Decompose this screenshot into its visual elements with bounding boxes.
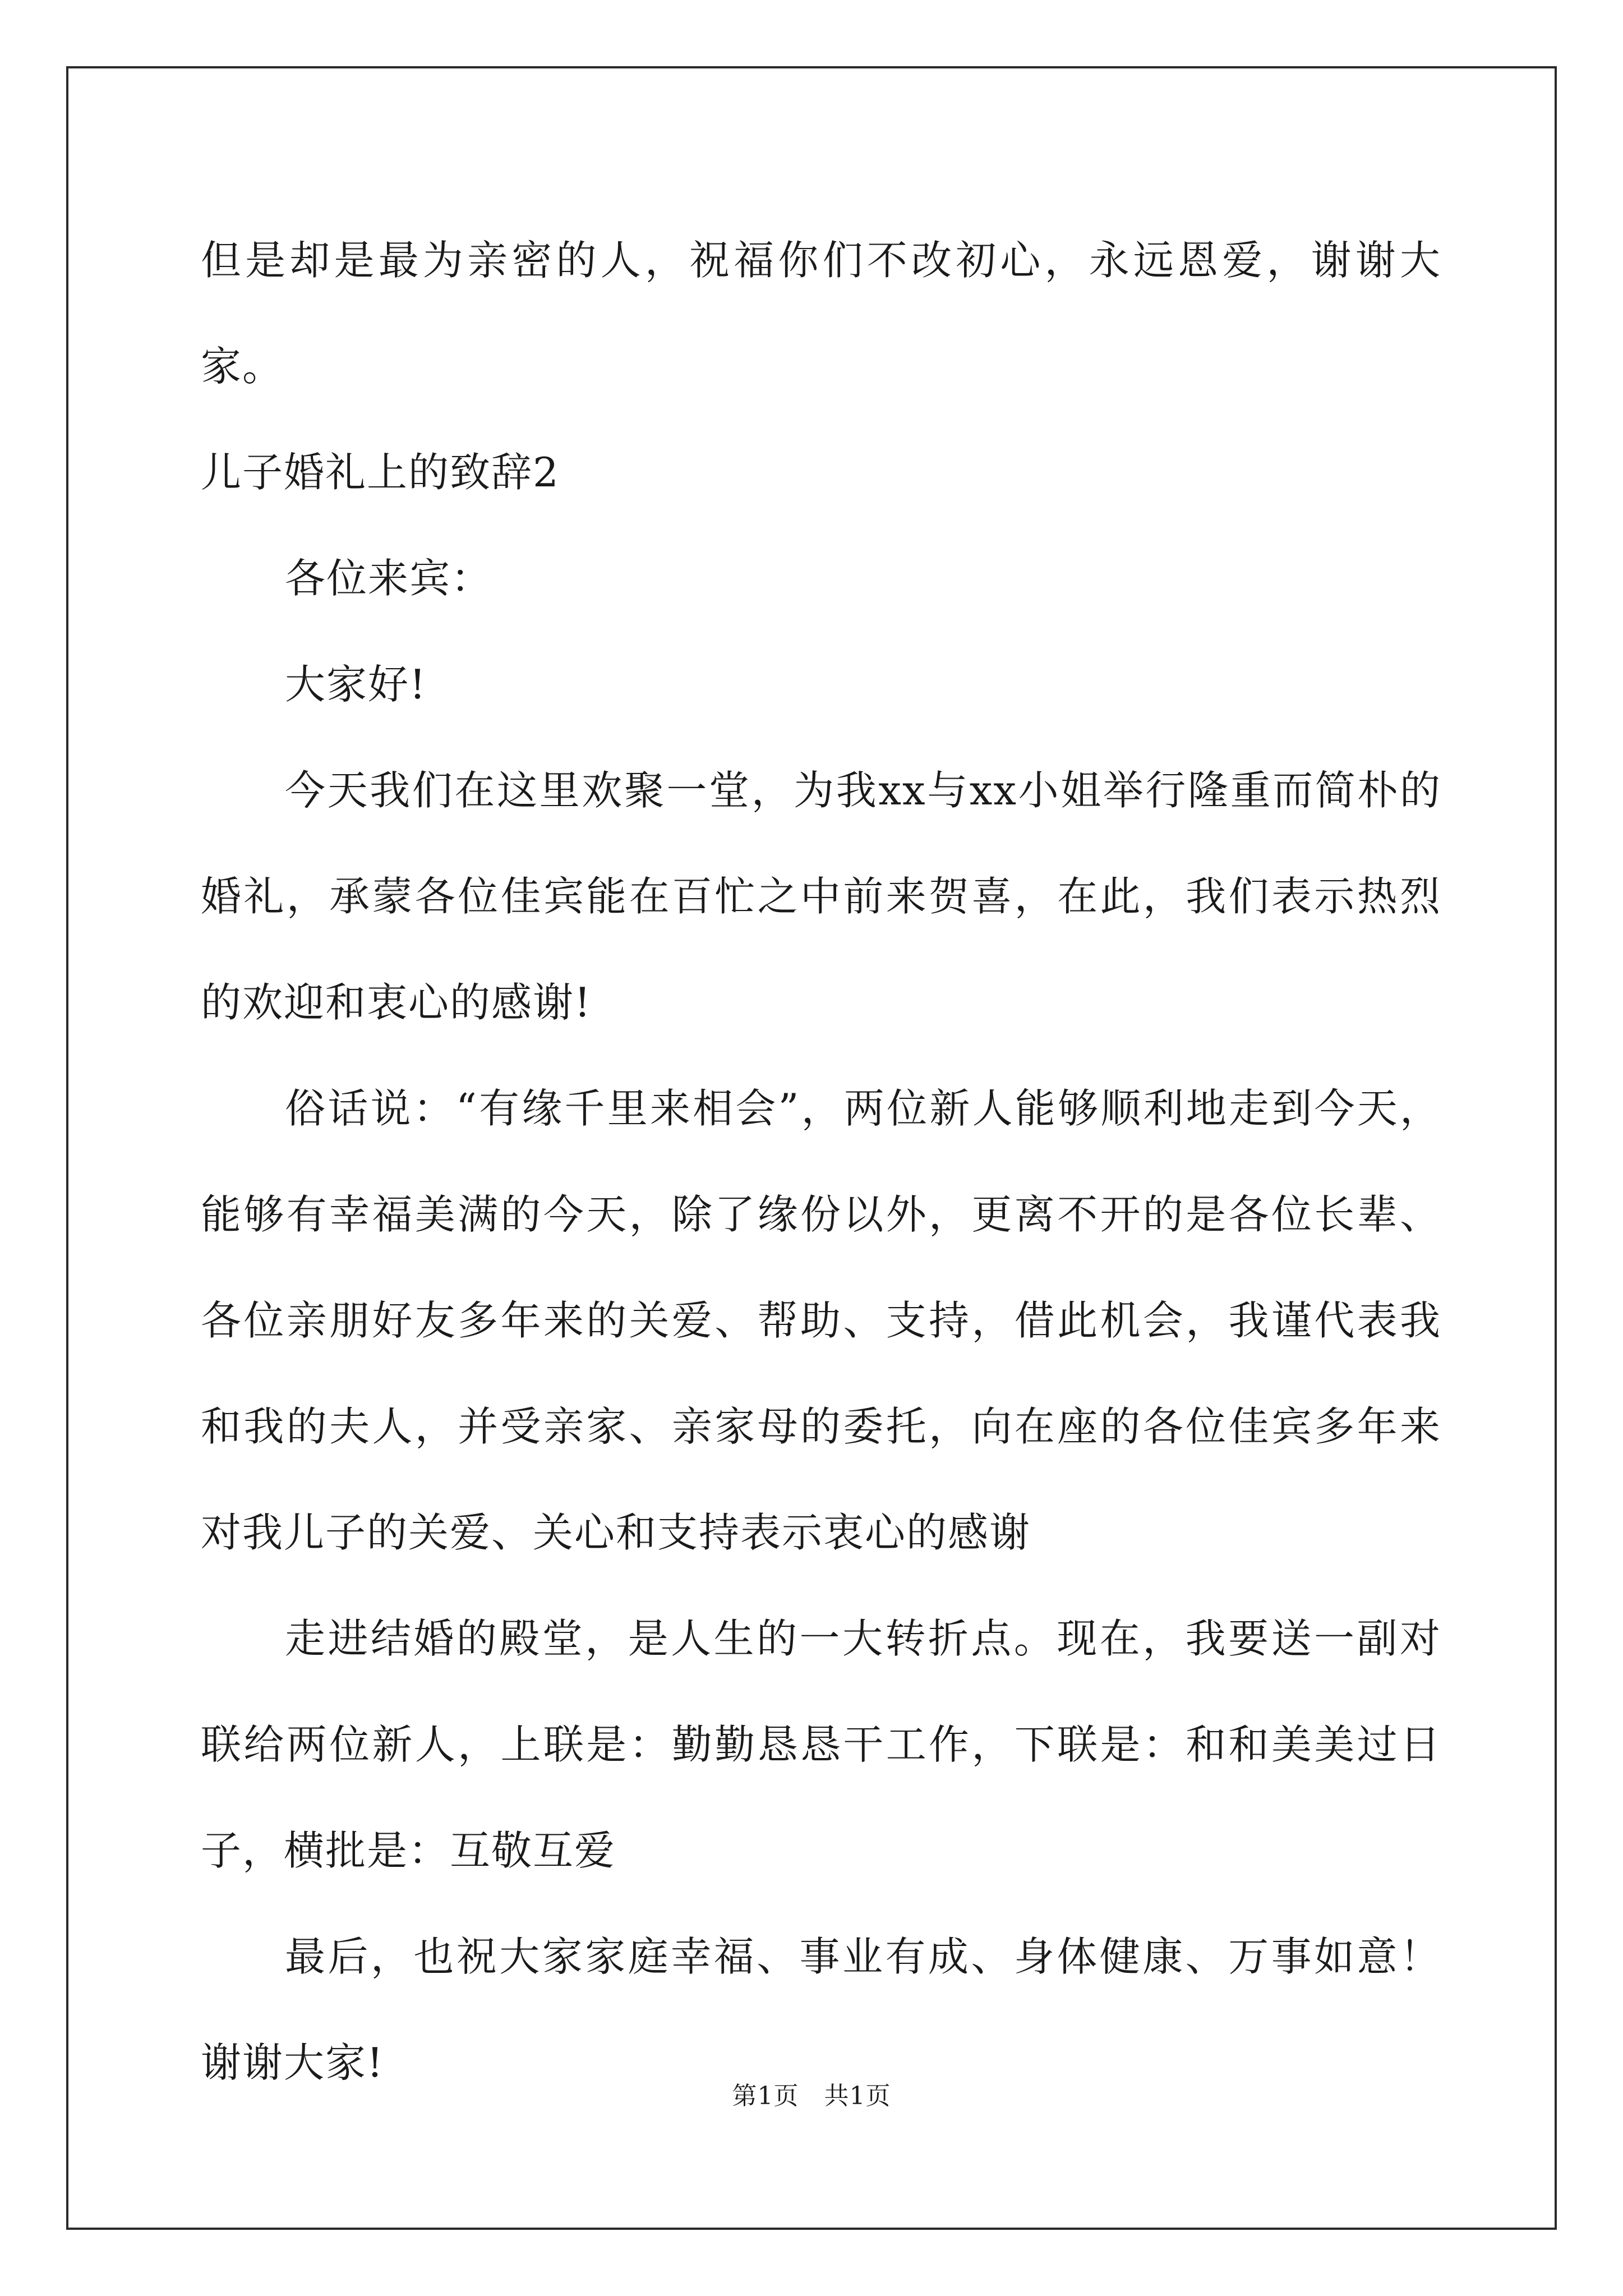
paragraph-welcome: 今天我们在这里欢聚一堂，为我xx与xx小姐举行隆重而简朴的婚礼，承蒙各位佳宾能在百忙之中前来贺喜，在此，我们表示热烈的欢迎和衷心的感谢! xyxy=(201,767,1441,1026)
section-heading: 儿子婚礼上的致辞2 xyxy=(201,449,560,496)
paragraph-closing-line: 但是却是最为亲密的人，祝福你们不改初心，永远恩爱，谢谢大家。 xyxy=(201,237,1441,390)
paragraph-final-wishes: 最后，也祝大家家庭幸福、事业有成、身体健康、万事如意！谢谢大家! xyxy=(201,1933,1441,2086)
paragraph-couplet: 走进结婚的殿堂，是人生的一大转折点。现在，我要送一副对联给两位新人，上联是：勤勤恳恳干工作，下联是：和和美美过日子，横批是：互敬互爱 xyxy=(201,1615,1441,1874)
page-number-footer: 第1页 共1页 xyxy=(732,2082,891,2110)
greeting: 大家好! xyxy=(285,661,427,708)
document-body xyxy=(201,208,1441,2116)
salutation: 各位来宾： xyxy=(285,555,493,602)
paragraph-thanks: 俗话说：“有缘千里来相会”，两位新人能够顺利地走到今天，能够有幸福美满的今天，除了缘份以外，更离不开的是各位长辈、各位亲朋好友多年来的关爱、帮助、支持，借此机会，我谨代表我和我的夫人，并受亲家、亲家母的委托，向在座的各位佳宾多年来对我儿子的关爱、关心和支持表示衷心的感谢 xyxy=(201,1085,1441,1556)
